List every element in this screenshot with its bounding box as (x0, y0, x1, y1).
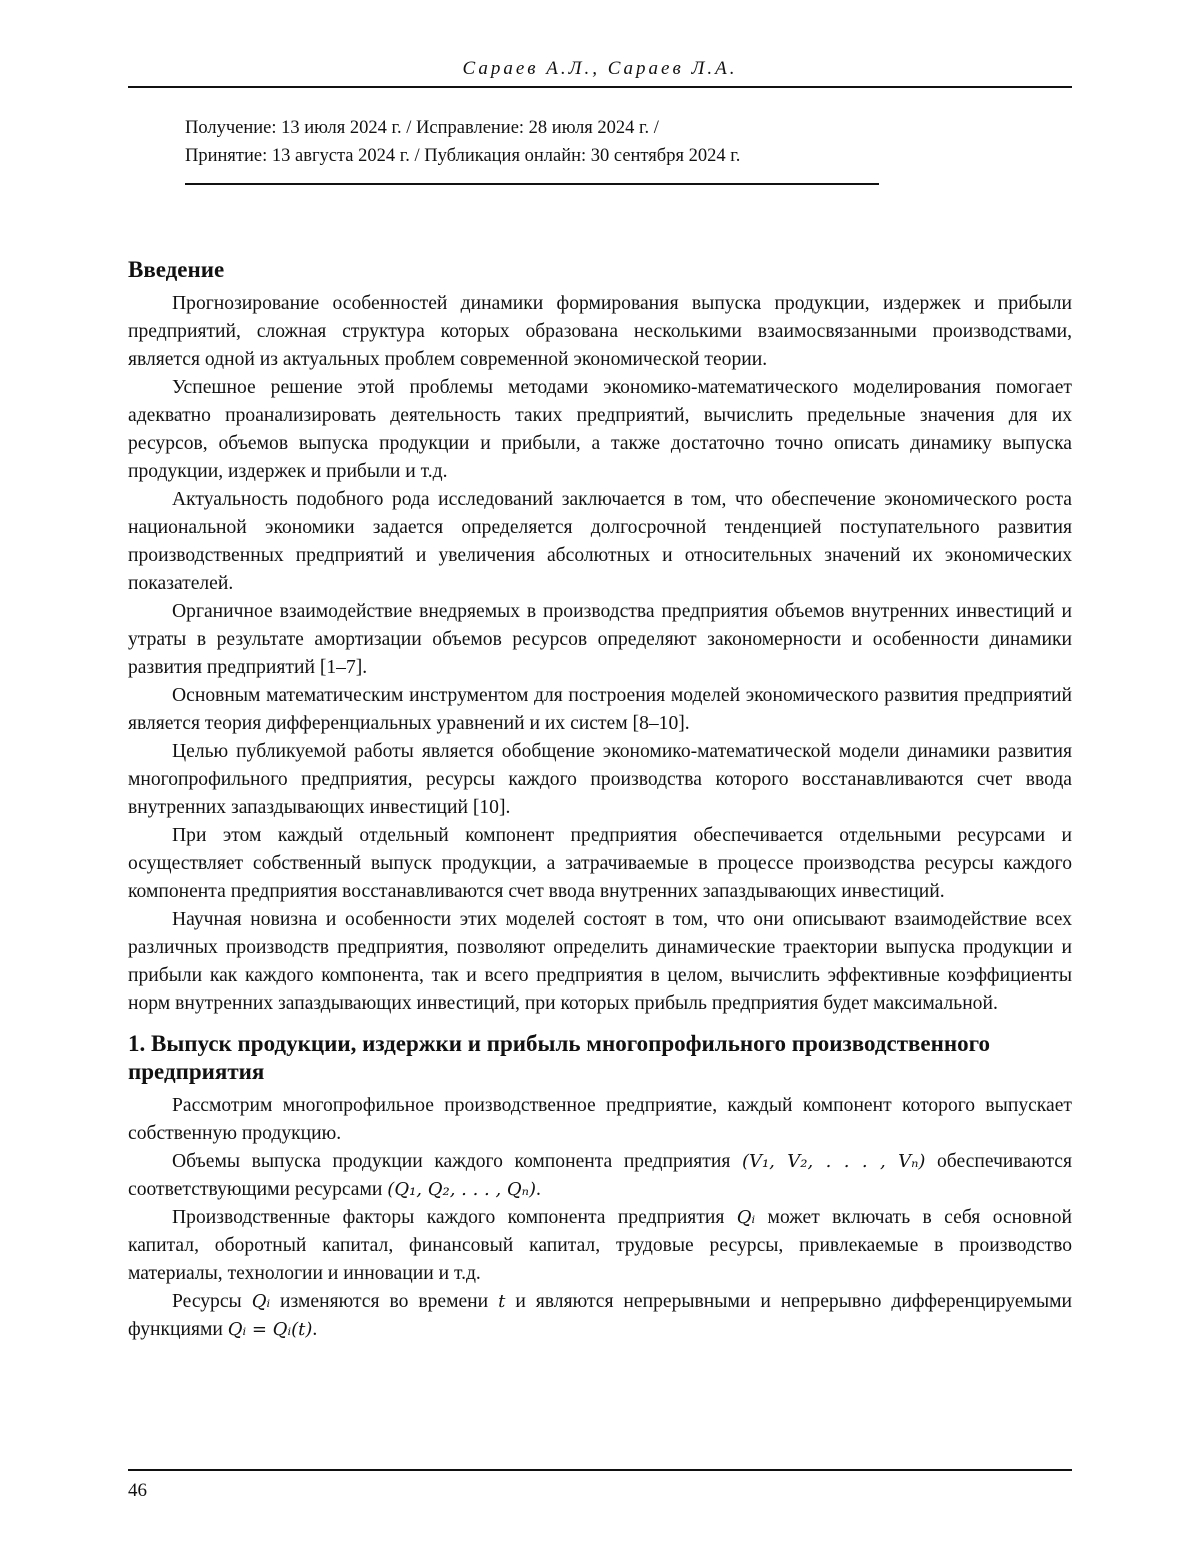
text-run: . (312, 1319, 318, 1340)
footer-rule (128, 1469, 1072, 1471)
text-run: изменяются во времени (270, 1291, 499, 1312)
header-rule (128, 86, 1072, 88)
intro-paragraph: Целью публикуемой работы является обобщение экономико-математической модели динамики развития многопрофильного предприятия, ресурсы каждого производства которого восстанавливаются счет ввода внутренних запаздывающих инвестиций [10]. (128, 741, 1072, 818)
intro-paragraph: Прогнозирование особенностей динамики формирования выпуска продукции, издержек и прибыли предприятий, сложная структура которых образована несколькими взаимосвязанными производствами, является одной из актуальных проблем современной экономической теории. (128, 293, 1072, 370)
dates-line-2: Принятие: 13 августа 2024 г. / Публикация онлайн: 30 сентября 2024 г. (185, 146, 741, 166)
section-1-paragraph (128, 1204, 1072, 1288)
article-dates (185, 114, 740, 170)
text-run: . (536, 1179, 541, 1200)
text-run: и являются непрерывными и непрерывно дифференцируемыми функциями (128, 1291, 1072, 1340)
intro-paragraph: Основным математическим инструментом для построения моделей экономического развития предприятий является теория дифференциальных уравнений и их систем [8–10]. (128, 685, 1072, 734)
intro-paragraph: Актуальность подобного рода исследований заключается в том, что обеспечение экономического роста национальной экономики задается определяется долгосрочной тенденцией поступательного развития производственных предприятий и увеличения абсолютных и относительных значений их экономических показателей. (128, 489, 1072, 594)
intro-paragraph: При этом каждый отдельный компонент предприятия обеспечивается отдельными ресурсами и осуществляет собственный выпуск продукции, а затрачиваемые в процессе производства ресурсы каждого компонента предприятия восстанавливаются счет ввода внутренних запаздывающих инвестиций. (128, 825, 1072, 902)
article-body (128, 256, 1072, 1344)
math-inline: Qᵢ (251, 1291, 271, 1312)
intro-paragraph: Органичное взаимодействие внедряемых в производства предприятия объемов внутренних инвестиций и утраты в результате амортизации объемов ресурсов определяют закономерности и особенности динамики развития предприятий [1–7]. (128, 601, 1072, 678)
math-inline: Qᵢ = Qᵢ(t) (227, 1319, 313, 1340)
intro-paragraph: Успешное решение этой проблемы методами экономико-математического моделирования помогает адекватно проанализировать деятельность таких предприятий, вычислить предельные значения для их ресурсов, объемов выпуска продукции и прибыли, а также достаточно точно описать динамику выпуска продукции, издержек и прибыли и т.д. (128, 377, 1072, 482)
math-inline: (Q₁, Q₂, . . . , Qₙ) (387, 1179, 536, 1200)
running-head-authors: Сараев А.Л., Сараев Л.А. (462, 58, 738, 79)
section-1-paragraph (128, 1288, 1072, 1344)
section-1-paragraph (128, 1148, 1072, 1204)
dates-rule (185, 183, 879, 185)
math-inline: (V₁, V₂, . . . , Vₙ) (741, 1151, 926, 1172)
text-run: Объемы выпуска продукции каждого компонента предприятия (172, 1151, 742, 1172)
page-number: 46 (128, 1480, 147, 1501)
math-inline: Qᵢ (736, 1207, 756, 1228)
intro-paragraph: Научная новизна и особенности этих моделей состоят в том, что они описывают взаимодействие всех различных производств предприятия, позволяют определить динамические траектории выпуска продукции и прибыли как каждого компонента, так и всего предприятия в целом, вычислить эффективные коэффициенты норм внутренних запаздывающих инвестиций, при которых прибыль предприятия будет максимальной. (128, 909, 1072, 1014)
dates-line-1: Получение: 13 июля 2024 г. / Исправление: 28 июля 2024 г. / (185, 118, 659, 138)
section-1-paragraph: Рассмотрим многопрофильное производственное предприятие, каждый компонент которого выпускает собственную продукцию. (128, 1095, 1072, 1144)
text-run: может включать в себя основной капитал, оборотный капитал, финансовый капитал, трудовые ресурсы, привлекаемые в производство материалы, технологии и инновации и т.д. (128, 1207, 1072, 1284)
text-run: Производственные факторы каждого компонента предприятия (172, 1207, 737, 1228)
math-inline: t (498, 1291, 506, 1312)
section-1-heading: 1. Выпуск продукции, издержки и прибыль многопрофильного производственного предприятия (128, 1031, 991, 1084)
text-run: обеспечиваются соответствующими ресурсами (128, 1151, 1072, 1200)
intro-heading: Введение (128, 257, 225, 282)
text-run: Ресурсы (172, 1291, 252, 1312)
